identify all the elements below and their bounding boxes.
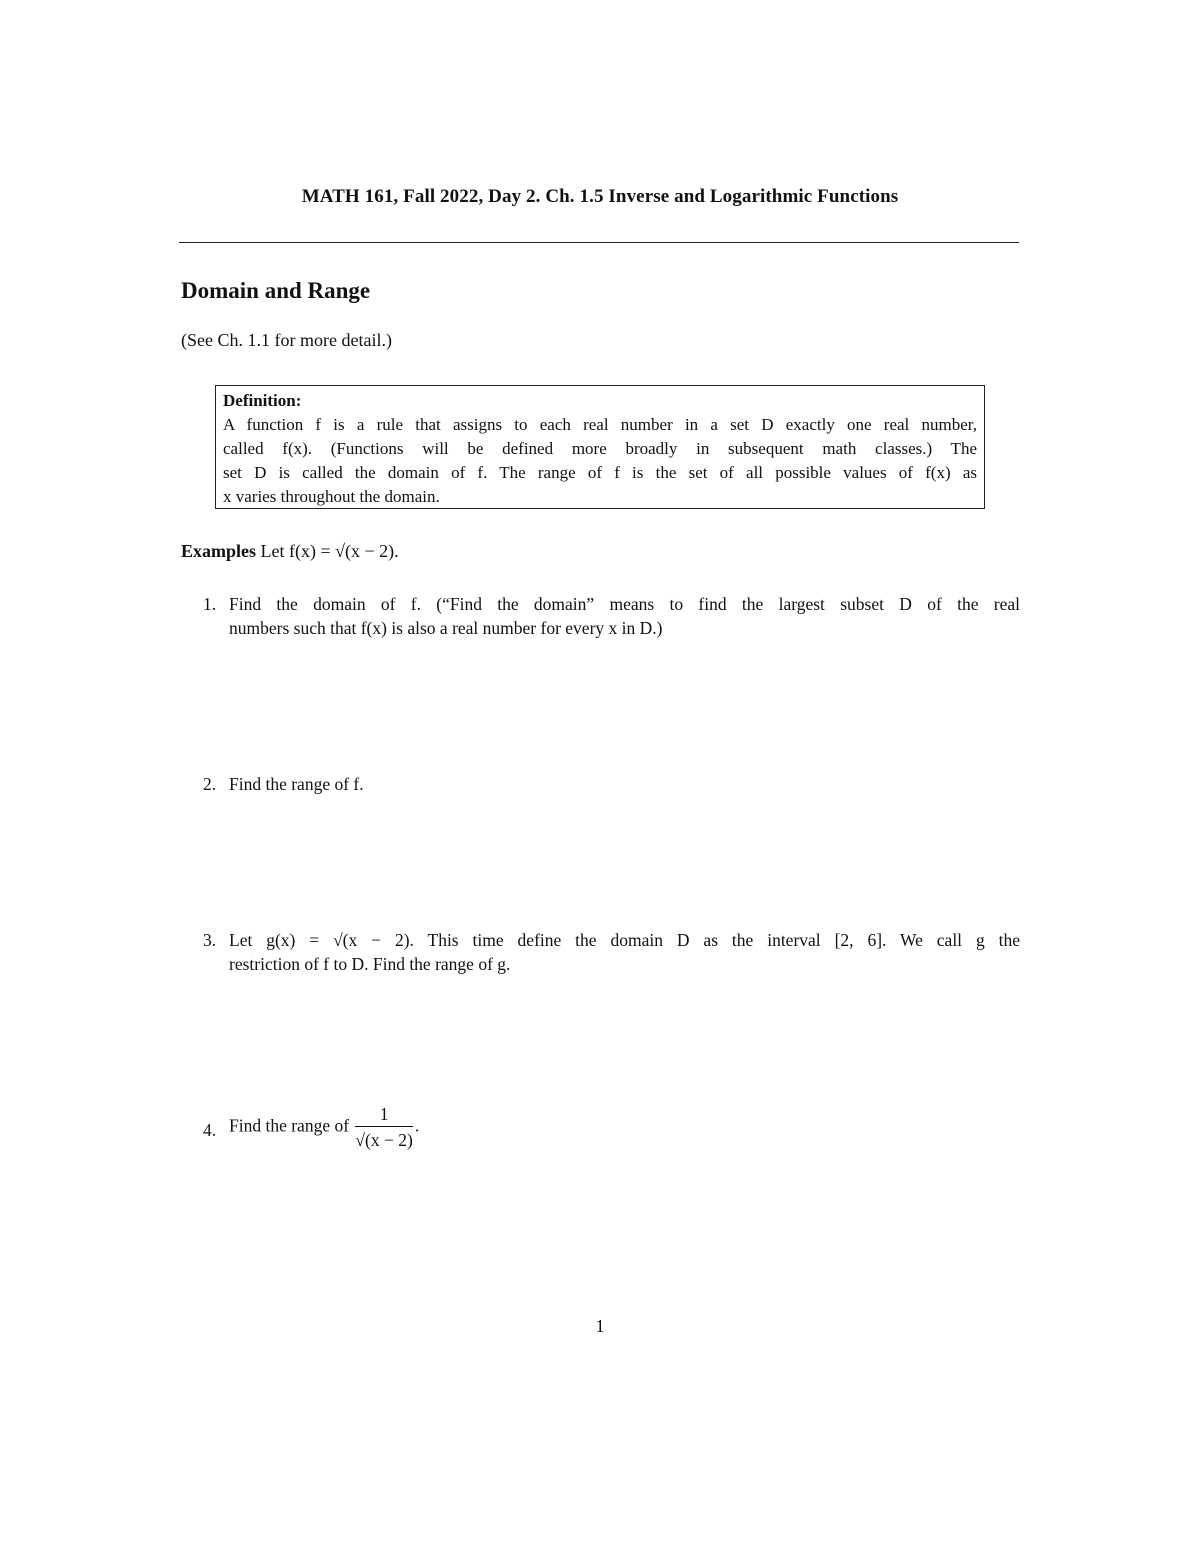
problem-2 [203,772,1020,796]
examples-label: Examples [181,541,257,561]
problem-text: numbers such that f(x) is also a real number for every x in D.) [229,618,663,638]
problem-text: Find the range of [229,1115,350,1136]
definition-line: A function f is a rule that assigns to each real number in a set D exactly one real number, [223,415,977,434]
problem-number: 3. [203,930,217,950]
definition-title: Definition: [223,391,302,410]
definition-box [215,385,985,509]
section-heading: Domain and Range [181,278,371,303]
problem-number: 1. [203,594,217,614]
problem-number: 4. [203,1120,217,1140]
fraction-numerator: 1 [355,1104,412,1127]
problem-number: 2. [203,774,217,794]
page-title: MATH 161, Fall 2022, Day 2. Ch. 1.5 Inverse and Logarithmic Functions [301,186,899,207]
examples-intro [181,541,399,562]
page-number: 1 [595,1316,605,1336]
problem-text: Find the domain of f. (“Find the domain” means to find the largest subset D of the real [229,594,1020,614]
fraction [355,1104,412,1151]
fraction-denominator: √(x − 2) [355,1130,413,1150]
problem-text: Let g(x) = √(x − 2). This time define the domain D as the interval [2, 6]. We call g the [229,930,1020,950]
problem-3 [203,928,1020,976]
definition-line: called f(x). (Functions will be defined more broadly in subsequent math classes.) The [223,439,977,458]
definition-line: x varies throughout the domain. [223,487,440,506]
problem-4 [203,1104,1020,1151]
problem-text: restriction of f to D. Find the range of g. [229,954,511,974]
problem-text: Find the range of f. [229,774,364,794]
problem-1 [203,592,1020,640]
examples-function: Let f(x) = √(x − 2). [260,541,399,561]
definition-line: set D is called the domain of f. The range of f is the set of all possible values of f(x) as [223,463,977,482]
section-note: (See Ch. 1.1 for more detail.) [181,330,392,350]
period: . [414,1115,420,1136]
title-divider [179,242,1019,243]
